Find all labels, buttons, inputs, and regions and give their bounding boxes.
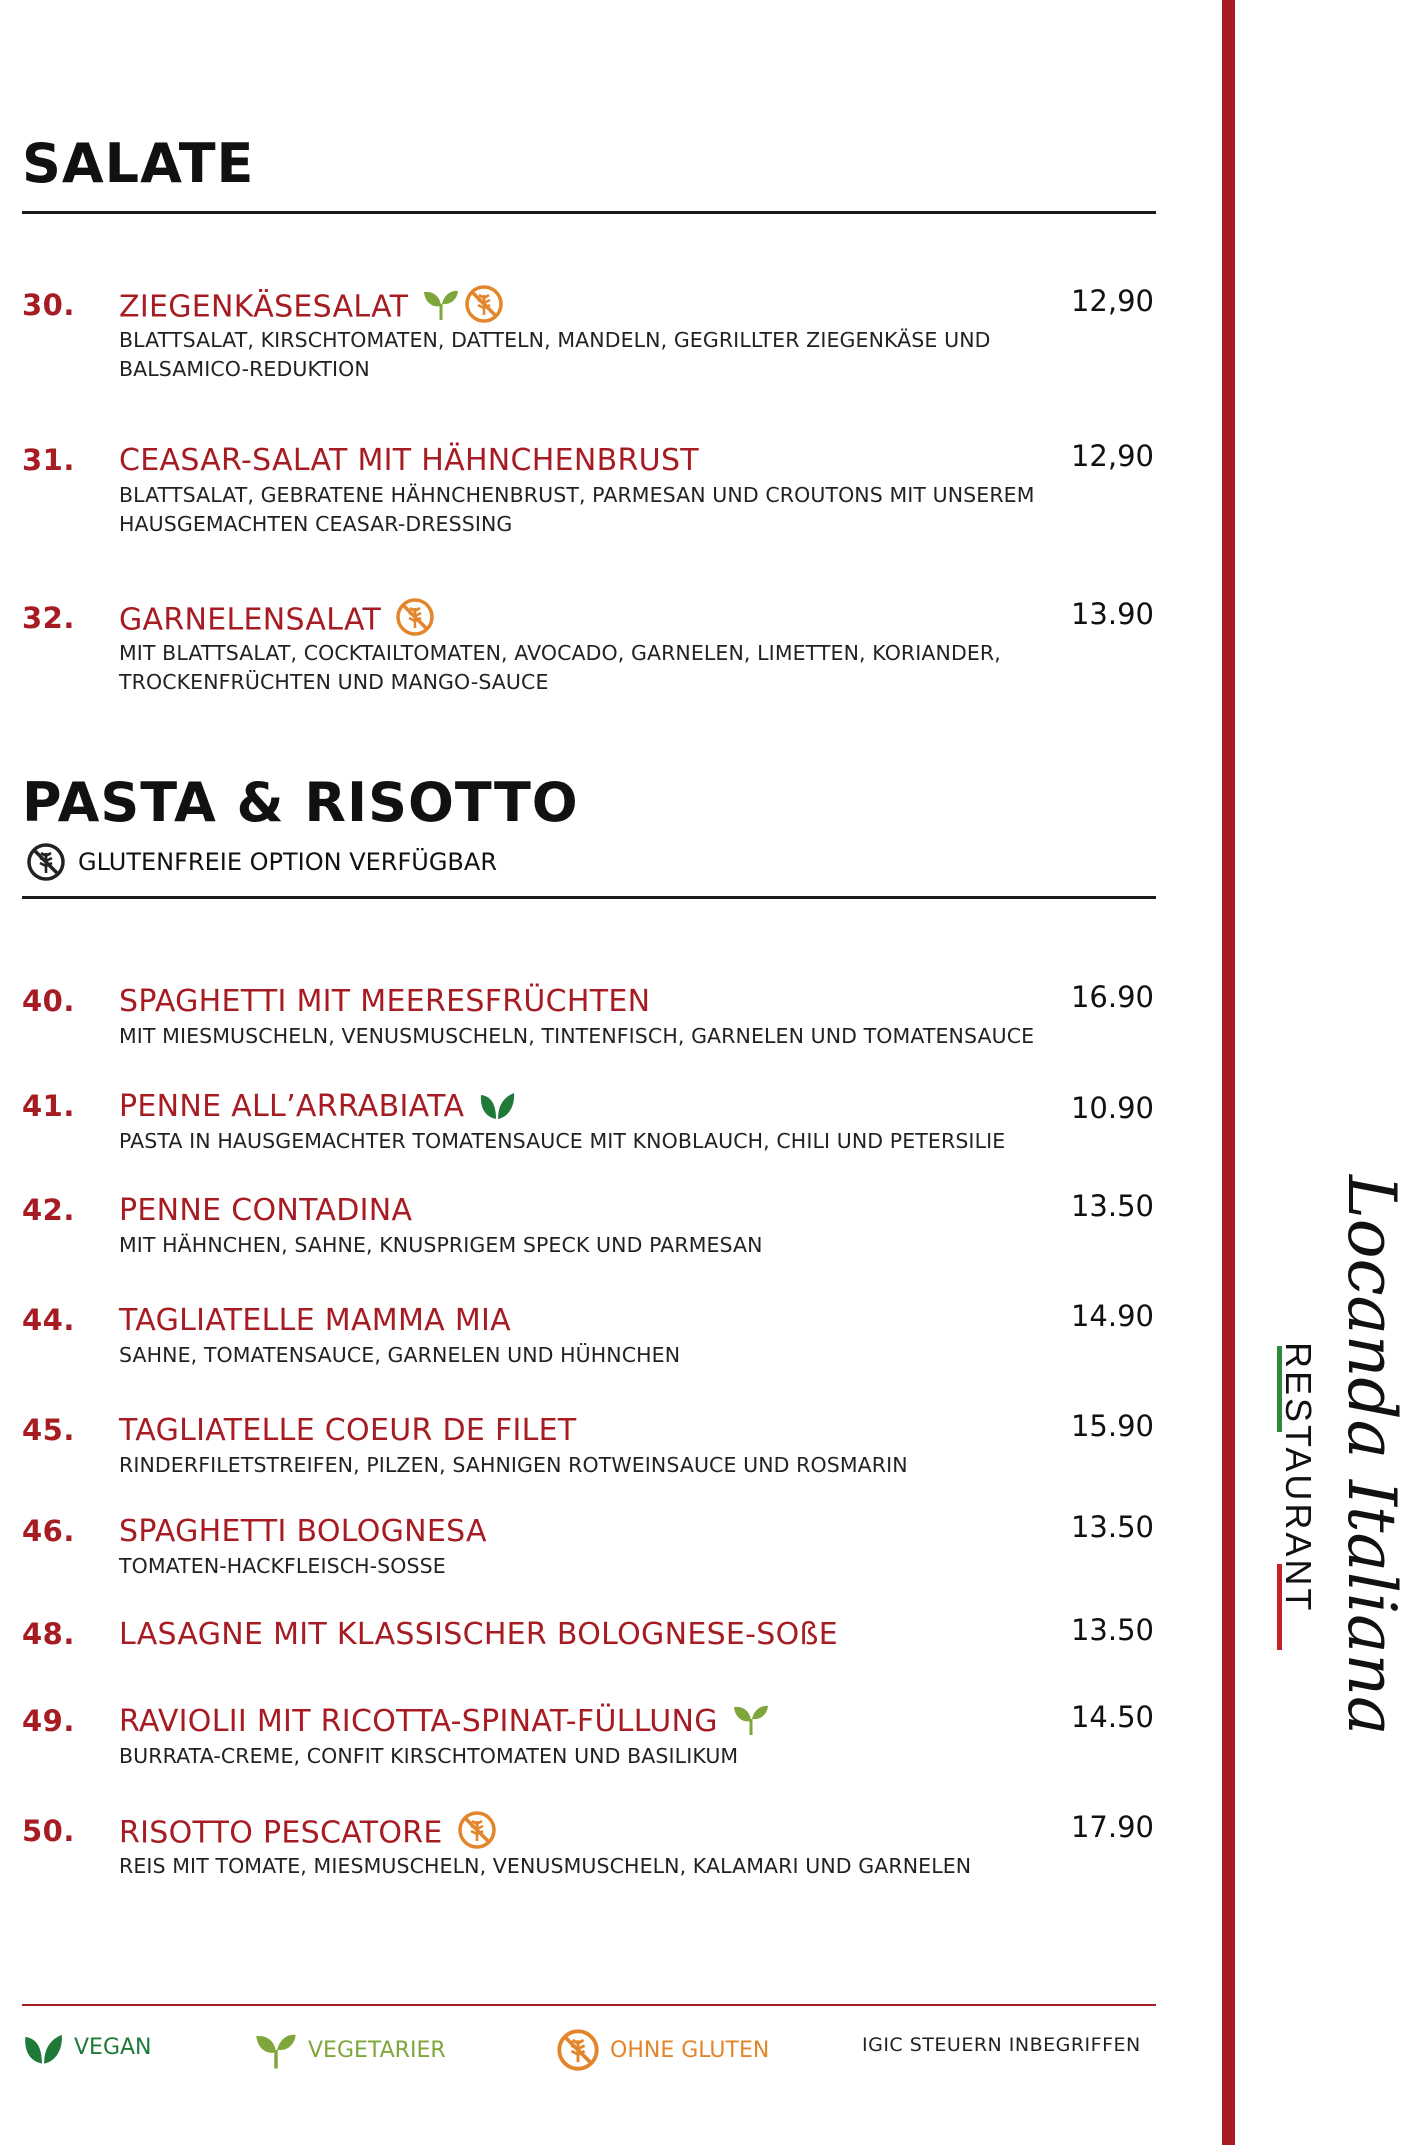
item-description: BLATTSALAT, GEBRATENE HÄHNCHENBRUST, PARMESAN UND CROUTONS MIT UNSEREM HAUSGEMACHTEN CEASAR-DRESSING — [119, 483, 1035, 536]
tax-note — [862, 2034, 1141, 2056]
gluten-free-icon — [556, 2028, 600, 2072]
item-price: 10.90 — [1070, 1091, 1154, 1125]
legend-vegan-label: VEGAN — [74, 2034, 152, 2060]
item-name: SPAGHETTI MIT MEERESFRÜCHTEN — [119, 984, 651, 1019]
item-name: LASAGNE MIT KLASSISCHER BOLOGNESE-SOßE — [119, 1617, 839, 1652]
item-name: PENNE CONTADINA — [119, 1193, 413, 1228]
item-price: 13.50 — [1070, 1510, 1154, 1544]
item-number: 45. — [22, 1413, 75, 1447]
divider — [22, 896, 1156, 899]
item-description: RINDERFILETSTREIFEN, PILZEN, SAHNIGEN ROTWEINSAUCE UND ROSMARIN — [119, 1453, 908, 1477]
gluten-free-option-icon — [26, 842, 66, 882]
item-number: 32. — [22, 601, 75, 635]
gluten-free-note-text: GLUTENFREIE OPTION VERFÜGBAR — [78, 848, 497, 876]
item-number: 31. — [22, 443, 75, 477]
item-number: 50. — [22, 1814, 75, 1848]
item-description: TOMATEN-HACKFLEISCH-SOSSE — [119, 1554, 446, 1578]
item-description: MIT HÄHNCHEN, SAHNE, KNUSPRIGEM SPECK UND PARMESAN — [119, 1233, 763, 1257]
item-name: SPAGHETTI BOLOGNESA — [119, 1514, 487, 1549]
legend-vegetarian-label: VEGETARIER — [308, 2037, 446, 2063]
item-number: 40. — [22, 984, 75, 1018]
item-description: BURRATA-CREME, CONFIT KIRSCHTOMATEN UND BASILIKUM — [119, 1744, 739, 1768]
legend-gluten-free — [556, 2028, 769, 2072]
vegetarian-icon — [254, 2028, 298, 2072]
item-price: 13.50 — [1070, 1189, 1154, 1223]
item-description: PASTA IN HAUSGEMACHTER TOMATENSAUCE MIT KNOBLAUCH, CHILI UND PETERSILIE — [119, 1129, 1006, 1153]
vegan-icon — [22, 2028, 64, 2066]
item-number: 30. — [22, 288, 75, 322]
item-description: SAHNE, TOMATENSAUCE, GARNELEN UND HÜHNCHEN — [119, 1343, 681, 1367]
gluten-free-icon — [395, 597, 435, 637]
item-number: 49. — [22, 1704, 75, 1738]
item-number: 48. — [22, 1617, 75, 1651]
item-description: BLATTSALAT, KIRSCHTOMATEN, DATTELN, MANDELN, GEGRILLTER ZIEGENKÄSE UND BALSAMICO-REDUKTION — [119, 328, 991, 381]
item-description: MIT MIESMUSCHELN, VENUSMUSCHELN, TINTENFISCH, GARNELEN UND TOMATENSAUCE — [119, 1024, 1035, 1048]
item-price: 16.90 — [1070, 980, 1154, 1014]
item-name: TAGLIATELLE COEUR DE FILET — [119, 1413, 577, 1448]
item-description: MIT BLATTSALAT, COCKTAILTOMATEN, AVOCADO, GARNELEN, LIMETTEN, KORIANDER, TROCKENFRÜCHTEN UND MANGO-SAUCE — [119, 641, 1001, 694]
brand-script: Locanda Italiana — [1333, 1175, 1410, 1736]
item-name: RISOTTO PESCATORE — [119, 1814, 497, 1854]
tax-note-text: IGIC STEUERN INBEGRIFFEN — [862, 2034, 1141, 2056]
item-description: REIS MIT TOMATE, MIESMUSCHELN, VENUSMUSCHELN, KALAMARI UND GARNELEN — [119, 1854, 972, 1878]
legend-vegetarian — [254, 2028, 446, 2072]
brand-logo — [1330, 1175, 1420, 1815]
item-number: 44. — [22, 1303, 75, 1337]
item-price: 12,90 — [1070, 439, 1154, 473]
item-name: GARNELENSALAT — [119, 601, 435, 641]
item-name: TAGLIATELLE MAMMA MIA — [119, 1303, 511, 1338]
legend-gluten-free-label: OHNE GLUTEN — [610, 2037, 770, 2063]
item-name: ZIEGENKÄSESALAT — [119, 288, 504, 328]
item-number: 46. — [22, 1514, 75, 1548]
vegetarian-icon — [732, 1701, 770, 1737]
divider — [22, 211, 1156, 214]
item-name: RAVIOLII MIT RICOTTA-SPINAT-FÜLLUNG — [119, 1704, 770, 1741]
item-price: 14.50 — [1070, 1700, 1154, 1734]
section-title-salate: SALATE — [22, 132, 255, 195]
vegan-icon — [478, 1087, 516, 1121]
red-side-bar — [1222, 0, 1235, 2145]
item-number: 42. — [22, 1193, 75, 1227]
item-name: PENNE ALL’ARRABIATA — [119, 1089, 516, 1125]
item-price: 14.90 — [1070, 1299, 1154, 1333]
gluten-free-note — [26, 842, 497, 882]
gluten-free-icon — [457, 1810, 497, 1850]
section-title-pasta: PASTA & RISOTTO — [22, 771, 579, 834]
brand-subtitle: RESTAURANT — [1278, 1342, 1319, 1614]
vegetarian-icon — [422, 286, 460, 322]
item-price: 15.90 — [1070, 1409, 1154, 1443]
item-name: CEASAR-SALAT MIT HÄHNCHENBRUST — [119, 443, 699, 478]
item-price: 13.90 — [1070, 597, 1154, 631]
legend-vegan — [22, 2028, 152, 2066]
item-price: 12,90 — [1070, 284, 1154, 318]
gluten-free-icon — [464, 284, 504, 324]
item-price: 17.90 — [1070, 1810, 1154, 1844]
footer-divider — [22, 2004, 1156, 2006]
item-price: 13.50 — [1070, 1613, 1154, 1647]
item-number: 41. — [22, 1089, 75, 1123]
